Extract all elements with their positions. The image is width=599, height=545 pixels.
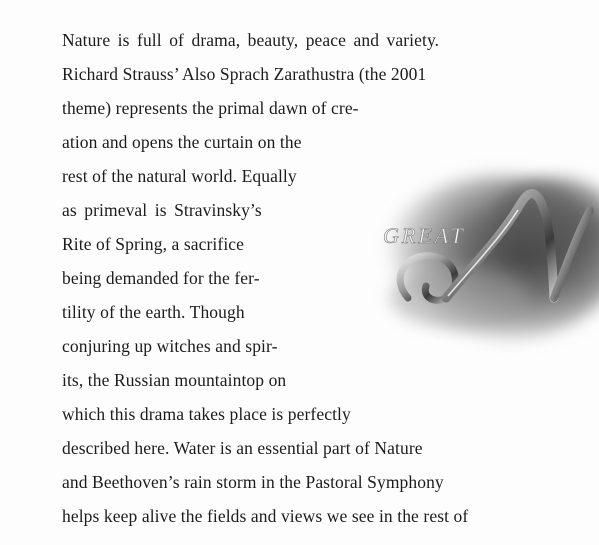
body-text-line: theme) represents the primal dawn of cre- — [62, 98, 359, 118]
body-text-line: conjuring up witches and spir- — [62, 336, 278, 356]
body-text-line: which this drama takes place is perfectly — [62, 404, 351, 424]
logo-word-great: GREAT — [383, 223, 466, 248]
body-text-line: Rite of Spring, a sacrifice — [62, 234, 245, 254]
body-text-line: as primeval is Stravinsky’s — [62, 200, 262, 220]
body-text-line: ation and opens the curtain on the — [62, 132, 302, 152]
body-text-line: Richard Strauss’ Also Sprach Zarathustra (the 2001 — [62, 64, 427, 84]
body-text-line: its, the Russian mountaintop on — [62, 370, 287, 390]
body-text-line: Nature is full of drama, beauty, peace and variety. — [62, 30, 440, 50]
body-text-line: being demanded for the fer- — [62, 268, 260, 288]
body-text-line: helps keep alive the fields and views we see in the rest of — [62, 506, 469, 526]
body-text-line: and Beethoven’s rain storm in the Pastoral Symphony — [62, 472, 444, 492]
body-text-line: described here. Water is an essential part of Nature — [62, 438, 423, 458]
great-nature-logo — [350, 148, 599, 380]
body-text-line: tility of the earth. Though — [62, 302, 245, 322]
body-text-line: rest of the natural world. Equally — [62, 166, 297, 186]
